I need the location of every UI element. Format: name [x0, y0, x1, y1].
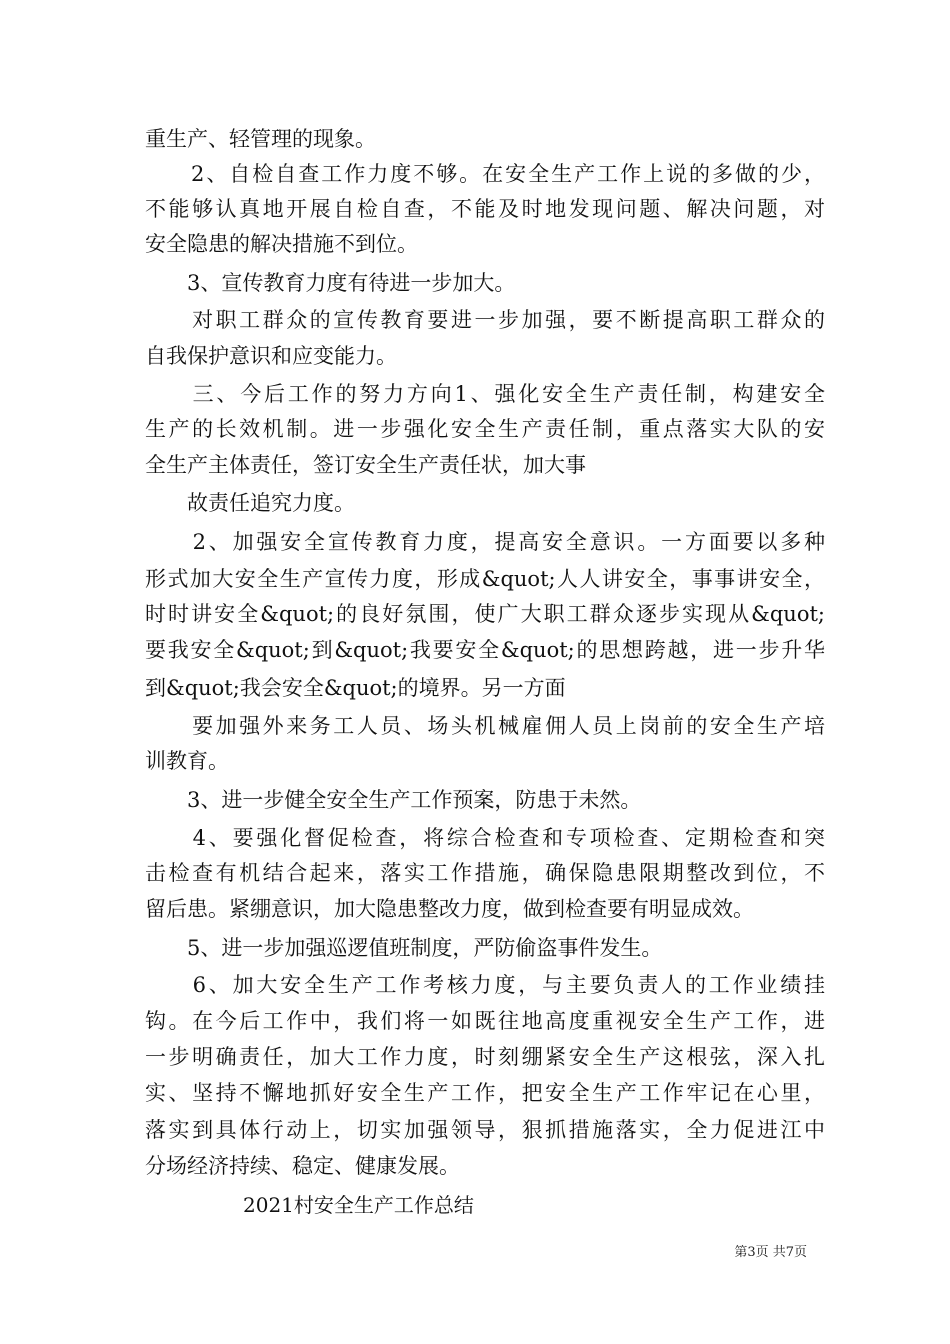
text-line: 2、加强安全宣传教育力度，提高安全意识。一方面要以多种	[145, 530, 825, 554]
text-line: 重生产、轻管理的现象。	[145, 127, 376, 151]
text-line: 分场经济持续、稳定、健康发展。	[145, 1154, 460, 1178]
text-line: 对职工群众的宣传教育要进一步加强，要不断提高职工群众的	[145, 308, 825, 332]
text-line: 留后患。紧绷意识，加大隐患整改力度，做到检查要有明显成效。	[145, 897, 754, 921]
text-line: 形式加大安全生产宣传力度，形成&quot;人人讲安全，事事讲安全，	[145, 567, 825, 591]
text-line: 要我安全&quot;到&quot;我要安全&quot;的思想跨越，进一步升华	[145, 638, 825, 662]
text-line: 3、宣传教育力度有待进一步加大。	[145, 271, 516, 295]
text-line: 全生产主体责任，签订安全生产责任状，加大事	[145, 453, 586, 477]
text-line: 4、要强化督促检查，将综合检查和专项检查、定期检查和突	[145, 826, 825, 850]
section-heading: 2021村安全生产工作总结	[243, 1193, 474, 1217]
text-line: 安全隐患的解决措施不到位。	[145, 232, 418, 256]
text-line: 钩。在今后工作中，我们将一如既往地高度重视安全生产工作，进	[145, 1009, 825, 1033]
text-line: 自我保护意识和应变能力。	[145, 344, 397, 368]
text-line: 击检查有机结合起来，落实工作措施，确保隐患限期整改到位，不	[145, 861, 825, 885]
text-line: 故责任追究力度。	[145, 491, 355, 515]
text-line: 3、进一步健全安全生产工作预案，防患于未然。	[145, 788, 642, 812]
text-line: 三、今后工作的努力方向1、强化安全生产责任制，构建安全	[145, 382, 825, 406]
text-line: 6、加大安全生产工作考核力度，与主要负责人的工作业绩挂	[145, 973, 825, 997]
text-line: 到&quot;我会安全&quot;的境界。另一方面	[145, 676, 566, 700]
text-line: 5、进一步加强巡逻值班制度，严防偷盗事件发生。	[145, 936, 663, 960]
text-line: 训教育。	[145, 749, 229, 773]
text-line: 生产的长效机制。进一步强化安全生产责任制，重点落实大队的安	[145, 417, 825, 441]
text-line: 实、坚持不懈地抓好安全生产工作，把安全生产工作牢记在心里，	[145, 1081, 825, 1105]
text-line: 时时讲安全&quot;的良好氛围，使广大职工群众逐步实现从&quot;	[145, 602, 825, 626]
text-line: 要加强外来务工人员、场头机械雇佣人员上岗前的安全生产培	[145, 714, 825, 738]
text-line: 一步明确责任，加大工作力度，时刻绷紧安全生产这根弦，深入扎	[145, 1045, 825, 1069]
text-line: 落实到具体行动上，切实加强领导，狠抓措施落实，全力促进江中	[145, 1118, 825, 1142]
text-line: 不能够认真地开展自检自查，不能及时地发现问题、解决问题，对	[145, 197, 825, 221]
page-number-footer: 第3页 共7页	[734, 1245, 807, 1260]
text-line: 2、自检自查工作力度不够。在安全生产工作上说的多做的少，	[145, 162, 825, 186]
